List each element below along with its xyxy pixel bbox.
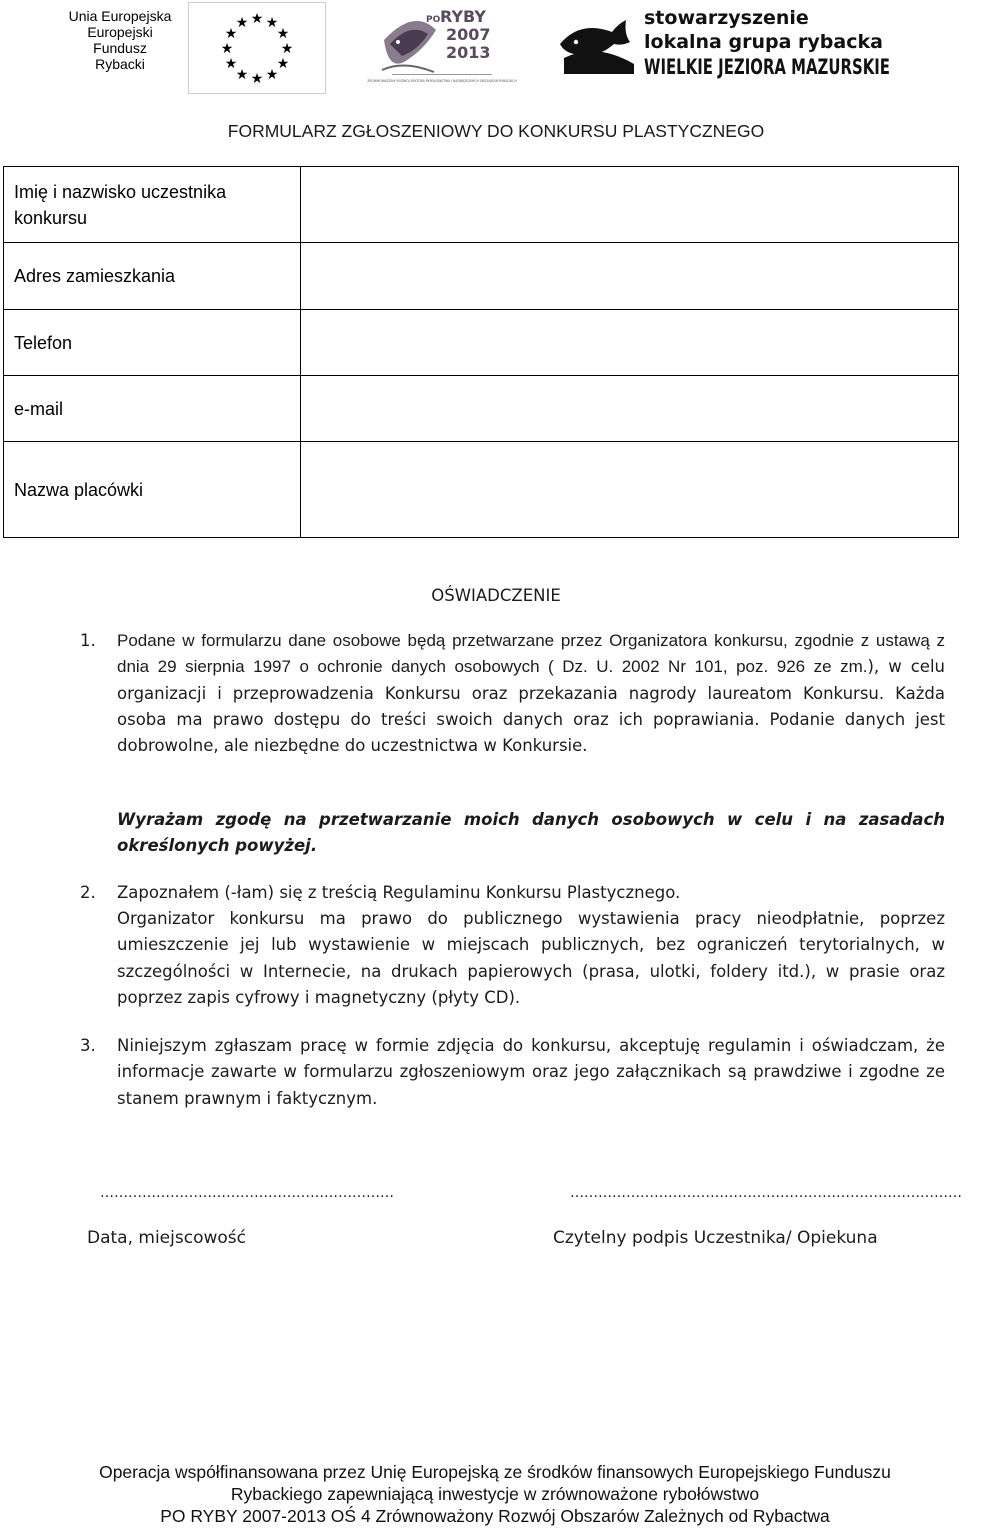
data-processing-text-cont: ), w celu organizacji i przeprowadzenia Konkursu oraz przekazania nagrody laureatom Konkursu. Każda osoba ma prawo dostępu do treści swoich danych oraz ich poprawiania. Podanie danych jest dobrowolne, ale niezbędne do uczestnictwa w Konkursie. <box>117 657 945 756</box>
publication-rights-paragraph: Organizator konkursu ma prawo do publicznego wystawienia pracy nieodpłatnie, poprzez umieszczenie jej lub wystawienie w miejscach publicznych, bez ograniczeń terytorialnych, w szczególności w Internecie, na drukach papierowych (prasa, ulotki, foldery itd.), w prasie oraz poprzez zapis cyfrowy i magnetyczny (płyty CD). <box>117 909 945 1007</box>
consent-statement: Wyrażam zgodę na przetwarzanie moich danych osobowych w celu i na zasadach określonych powyżej. <box>117 810 945 856</box>
form-row-name <box>4 167 959 243</box>
form-title: FORMULARZ ZGŁOSZENIOWY DO KONKURSU PLASTYCZNEGO <box>227 121 765 141</box>
email-field[interactable] <box>301 376 959 442</box>
eu-fund-name-line: Rybacki <box>95 56 145 72</box>
svg-text:★: ★ <box>280 41 294 57</box>
svg-text:★: ★ <box>224 26 238 42</box>
svg-text:★: ★ <box>265 15 279 31</box>
svg-text:lokalna grupa rybacka: lokalna grupa rybacka <box>644 31 883 53</box>
svg-text:★: ★ <box>265 67 279 83</box>
data-processing-text: Podane w formularzu dane osobowe będą przetwarzane przez Organizatora konkursu, zgodnie z ustawą z dnia 29 sierpnia 1997 o ochronie danych osobowych ( Dz. U. 2002 Nr 101, poz. 926 ze zm. <box>117 631 945 677</box>
name-field[interactable] <box>301 167 959 243</box>
data-processing-paragraph <box>117 628 945 759</box>
eu-stars-icon <box>189 3 325 93</box>
svg-text:★: ★ <box>224 56 238 72</box>
signature-label: Czytelny podpis Uczestnika/ Opiekuna <box>553 1228 878 1248</box>
svg-text:ZRÓWNOWAŻONY ROZWÓJ SEKTORA RY: ZRÓWNOWAŻONY ROZWÓJ SEKTORA RYBOŁÓWSTWA I NADBRZEŻNYCH OBSZARÓW RYBACKICH <box>367 79 517 83</box>
field-label: Telefon <box>4 310 301 376</box>
svg-text:PO: PO <box>426 15 441 25</box>
form-row-address <box>4 243 959 310</box>
svg-text:★: ★ <box>235 15 249 31</box>
form-row-institution <box>4 442 959 538</box>
regulations-statement: Zapoznałem (-łam) się z treścią Regulaminu Konkursu Plastycznego. <box>117 883 681 902</box>
svg-text:★: ★ <box>235 67 249 83</box>
svg-text:2013: 2013 <box>446 43 491 62</box>
svg-text:WIELKIE JEZIORA MAZURSKIE: WIELKIE JEZIORA MAZURSKIE <box>644 55 890 79</box>
item-number: 3. <box>80 1036 96 1055</box>
field-label: Nazwa placówki <box>4 442 301 538</box>
eu-fund-name <box>62 8 178 72</box>
lgr-wielkie-jeziora-logo <box>556 2 896 82</box>
phone-field[interactable] <box>301 310 959 376</box>
svg-text:RYBY: RYBY <box>440 7 486 26</box>
footer-line-2: Rybackiego zapewniającą inwestycje w zrównoważone rybołówstwo <box>230 1484 760 1504</box>
item-number: 2. <box>80 883 96 902</box>
eu-flag-logo <box>188 2 326 94</box>
svg-text:★: ★ <box>276 56 290 72</box>
item-number: 1. <box>80 631 96 650</box>
svg-text:★: ★ <box>220 41 234 57</box>
svg-text:2007: 2007 <box>446 25 491 44</box>
institution-field[interactable] <box>301 442 959 538</box>
svg-text:★: ★ <box>250 11 264 27</box>
submission-statement: Niniejszym zgłaszam pracę w formie zdjęcia do konkursu, akceptuję regulamin i oświadczam, że informacje zawarte w formularzu zgłoszeniowym oraz jego załącznikach są prawdziwe i zgodne ze stanem prawnym i faktycznym. <box>117 1036 945 1108</box>
eu-fund-name-line: Fundusz <box>93 40 147 56</box>
field-label: Imię i nazwisko uczestnika konkursu <box>4 167 301 243</box>
svg-text:stowarzyszenie: stowarzyszenie <box>644 7 809 29</box>
form-row-email <box>4 376 959 442</box>
footer-line-3: PO RYBY 2007-2013 OŚ 4 Zrównoważony Rozwój Obszarów Zależnych od Rybactwa <box>160 1506 830 1526</box>
date-place-label: Data, miejscowość <box>87 1228 246 1248</box>
eu-fund-name-line: Unia Europejska <box>68 8 172 24</box>
form-row-phone <box>4 310 959 376</box>
po-ryby-logo <box>367 0 517 92</box>
signature-line[interactable]: ………………………………………………………………………… <box>570 1185 962 1201</box>
registration-form <box>3 166 959 538</box>
field-label: e-mail <box>4 376 301 442</box>
date-place-line[interactable]: ……………………………………………………… <box>100 1185 394 1201</box>
field-label: Adres zamieszkania <box>4 243 301 310</box>
footer-line-1: Operacja współfinansowana przez Unię Europejską ze środków finansowych Europejskiego Funduszu <box>99 1462 891 1482</box>
address-field[interactable] <box>301 243 959 310</box>
declaration-heading: OŚWIADCZENIE <box>431 586 561 605</box>
svg-text:★: ★ <box>250 71 264 87</box>
eu-fund-name-line: Europejski <box>87 24 153 40</box>
svg-text:★: ★ <box>276 26 290 42</box>
